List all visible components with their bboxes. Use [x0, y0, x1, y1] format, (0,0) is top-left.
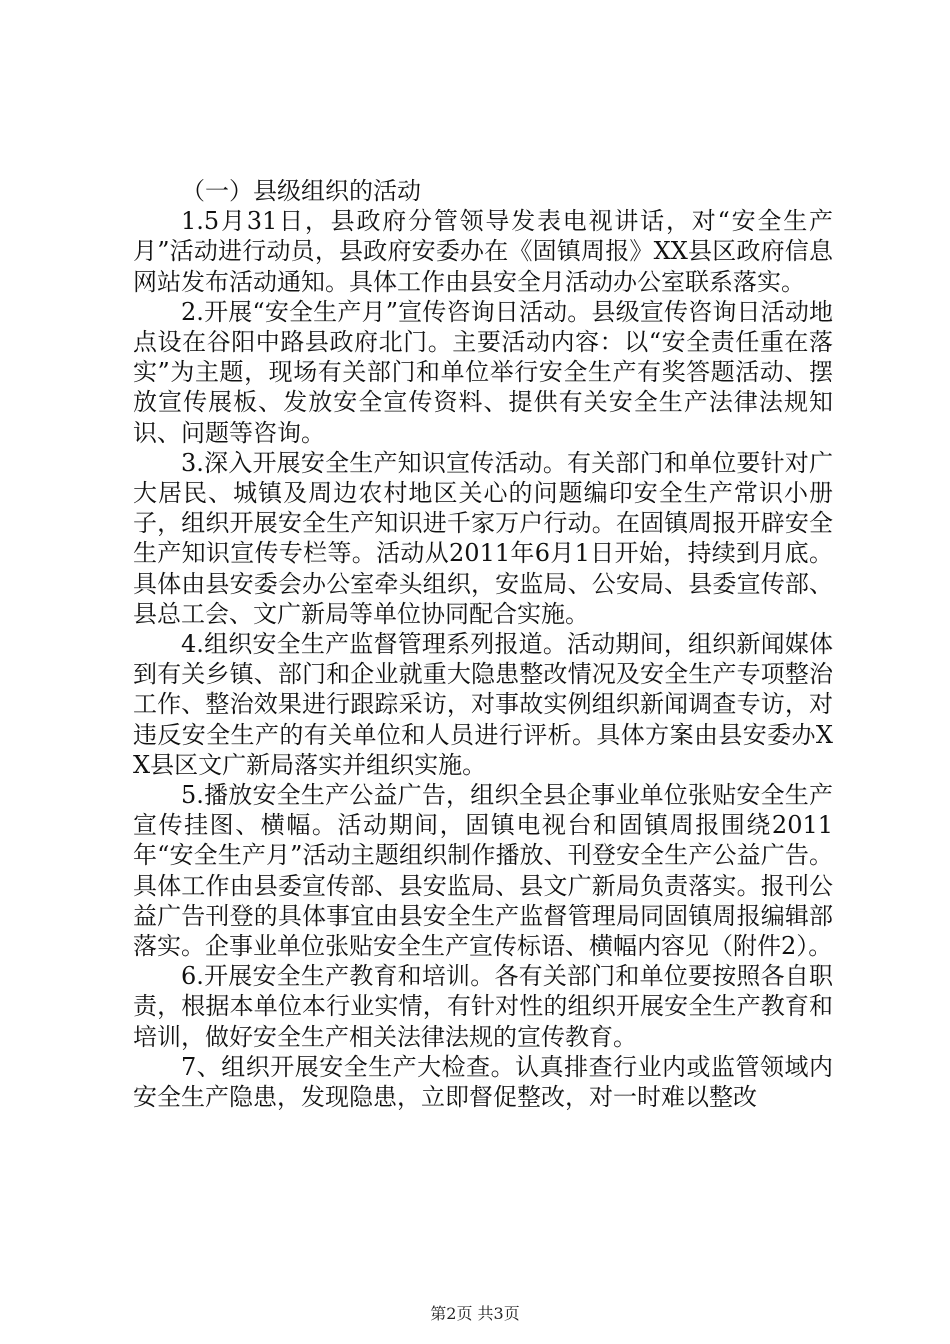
paragraph-7: 7、组织开展安全生产大检查。认真排查行业内或监管领域内安全生产隐患，发现隐患，立即督促整改，对一时难以整改 [133, 1052, 833, 1112]
paragraph-5: 5.播放安全生产公益广告，组织全县企事业单位张贴安全生产宣传挂图、横幅。活动期间，固镇电视台和固镇周报围绕2011年“安全生产月”活动主题组织制作播放、刊登安全生产公益广告。具体工作由县委宣传部、县安监局、县文广新局负责落实。报刊公益广告刊登的具体事宜由县安全生产监督管理局同固镇周报编辑部落实。企事业单位张贴安全生产宣传标语、横幅内容见（附件2）。 [133, 781, 833, 961]
paragraph-2: 2.开展“安全生产月”宣传咨询日活动。县级宣传咨询日活动地点设在谷阳中路县政府北门。主要活动内容：以“安全责任重在落实”为主题，现场有关部门和单位举行安全生产有奖答题活动、摆放宣传展板、发放安全宣传资料、提供有关安全生产法律法规知识、问题等咨询。 [133, 297, 833, 447]
page-number-footer: 第2页 共3页 [430, 1304, 520, 1323]
paragraph-4: 4.组织安全生产监督管理系列报道。活动期间，组织新闻媒体到有关乡镇、部门和企业就重大隐患整改情况及安全生产专项整治工作、整治效果进行跟踪采访，对事故实例组织新闻调查专访，对违反安全生产的有关单位和人员进行评析。具体方案由县安委办XX县区文广新局落实并组织实施。 [133, 630, 833, 779]
document-body [133, 176, 833, 1112]
section-heading: （一）县级组织的活动 [181, 177, 421, 205]
paragraph-6: 6.开展安全生产教育和培训。各有关部门和单位要按照各自职责，根据本单位本行业实情，有针对性的组织开展安全生产教育和培训，做好安全生产相关法律法规的宣传教育。 [133, 962, 833, 1051]
paragraph-1: 1.5月31日，县政府分管领导发表电视讲话，对“安全生产月”活动进行动员，县政府安委办在《固镇周报》XX县区政府信息网站发布活动通知。具体工作由县安全月活动办公室联系落实。 [133, 207, 833, 296]
paragraph-3: 3.深入开展安全生产知识宣传活动。有关部门和单位要针对广大居民、城镇及周边农村地区关心的问题编印安全生产常识小册子，组织开展安全生产知识进千家万户行动。在固镇周报开辟安全生产知识宣传专栏等。活动从2011年6月1日开始，持续到月底。具体由县安委会办公室牵头组织，安监局、公安局、县委宣传部、县总工会、文广新局等单位协同配合实施。 [133, 448, 833, 628]
